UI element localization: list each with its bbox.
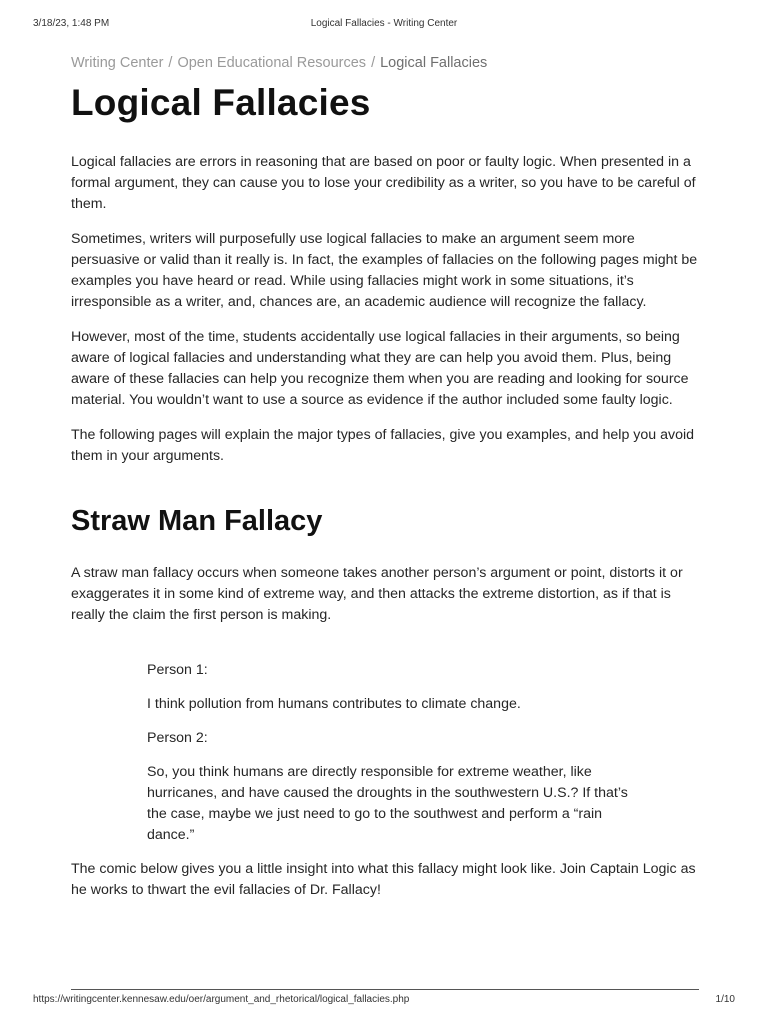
print-datetime: 3/18/23, 1:48 PM xyxy=(33,18,110,29)
print-url: https://writingcenter.kennesaw.edu/oer/argument_and_rhetorical/logical_fallacies.php xyxy=(33,994,410,1005)
section-title: Straw Man Fallacy xyxy=(71,505,323,537)
breadcrumb-link-writing-center[interactable]: Writing Center xyxy=(71,55,164,71)
intro-paragraph: The following pages will explain the major types of fallacies, give you examples, and help you avoid them in your arguments. xyxy=(71,427,695,464)
breadcrumb-separator: / xyxy=(168,55,173,71)
print-footer xyxy=(33,994,735,1008)
main-content xyxy=(71,80,703,901)
print-document-title: Logical Fallacies - Writing Center xyxy=(310,18,458,29)
dialogue-speaker: Person 1: xyxy=(147,662,208,678)
print-header xyxy=(33,18,735,32)
breadcrumb-current: Logical Fallacies xyxy=(380,55,488,71)
breadcrumb xyxy=(71,55,487,71)
page-title: Logical Fallacies xyxy=(71,82,371,123)
intro-paragraph: Sometimes, writers will purposefully use logical fallacies to make an argument seem more persuasive or valid than it really is. In fact, the examples of fallacies on the following pages might be examples you have heard or read. While using fallacies might work in some situations, it’s irresponsible as a writer, and, chances are, an academic audience will recognize the fallacy. xyxy=(71,231,698,310)
dialogue-line: So, you think humans are directly responsible for extreme weather, like hurricanes, and have caused the droughts in the southwestern U.S.? If that’s the case, maybe we just need to go to the southwest and perform a “rain dance.” xyxy=(147,764,628,843)
footer-divider xyxy=(71,989,699,990)
example-dialogue xyxy=(147,660,647,846)
section-closing: The comic below gives you a little insight into what this fallacy might look like. Join Captain Logic as he works to thwart the evil fallacies of Dr. Fallacy! xyxy=(71,861,696,898)
intro-paragraph: However, most of the time, students accidentally use logical fallacies in their arguments, so being aware of logical fallacies and understanding what they are can help you avoid them. Plus, being aware of these fallacies can help you recognize them when you are reading and looking for source material. You wouldn’t want to use a source as evidence if the author included some faulty logic. xyxy=(71,329,689,408)
section-description: A straw man fallacy occurs when someone takes another person’s argument or point, distorts it or exaggerates it in some kind of extreme way, and then attacks the extreme distortion, as if that is really the claim the first person is making. xyxy=(71,565,683,623)
print-page-number: 1/10 xyxy=(715,994,735,1005)
dialogue-line: I think pollution from humans contributes to climate change. xyxy=(147,696,521,712)
breadcrumb-separator: / xyxy=(371,55,376,71)
dialogue-speaker: Person 2: xyxy=(147,730,208,746)
breadcrumb-link-open-educational-resources[interactable]: Open Educational Resources xyxy=(177,55,367,71)
intro-paragraph: Logical fallacies are errors in reasoning that are based on poor or faulty logic. When presented in a formal argument, they can cause you to lose your credibility as a writer, so you have to be careful of them. xyxy=(71,154,696,212)
